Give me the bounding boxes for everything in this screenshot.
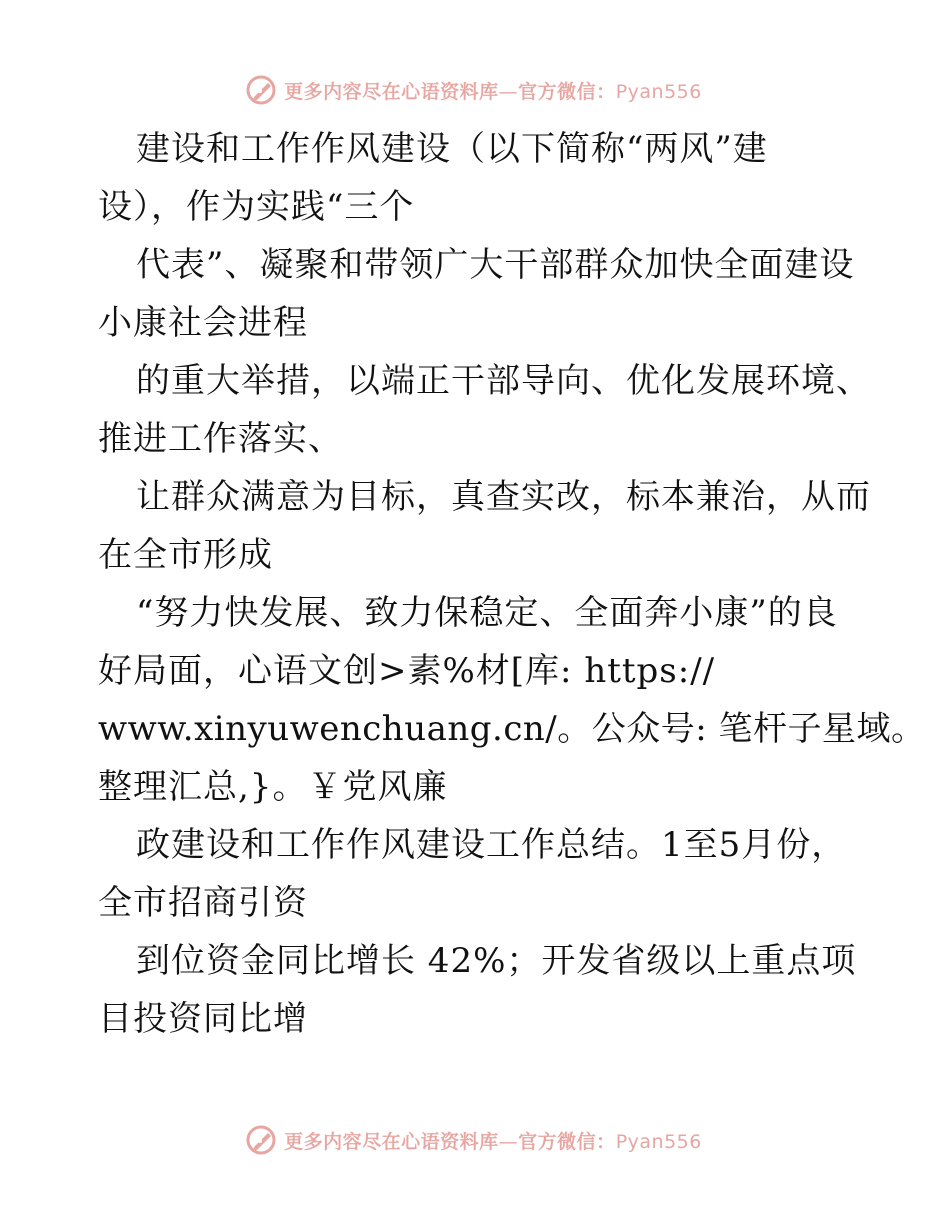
watermark-wechat: 官方微信： (518, 80, 616, 103)
watermark-main: 更多内容尽在心语资料库 (284, 1130, 499, 1153)
document-line: 设），作为实践“三个 (98, 187, 415, 227)
pen-logo-icon (244, 73, 278, 107)
footer-watermark-banner (0, 1120, 950, 1160)
watermark-text (284, 77, 702, 104)
document-body (98, 120, 926, 1048)
document-line: 在全市形成 (98, 535, 273, 575)
document-line: 的重大举措，以端正干部导向、优化发展环境、 (136, 361, 871, 401)
watermark-dash: — (498, 1130, 519, 1153)
document-line: www.xinyuwenchuang.cn/。公众号: 笔杆子星域。 (98, 709, 926, 749)
pen-logo-icon (244, 1123, 278, 1157)
watermark-wechat-id: Pyan556 (615, 1130, 702, 1153)
watermark-text (284, 1127, 702, 1154)
watermark-wechat-id: Pyan556 (615, 80, 702, 103)
watermark-wechat: 官方微信： (518, 1130, 616, 1153)
header-watermark (244, 73, 702, 107)
document-line: 让群众满意为目标，真查实改，标本兼治，从而 (136, 477, 871, 517)
document-line: 到位资金同比增长 42%；开发省级以上重点项 (136, 941, 857, 981)
document-line: 目投资同比增 (98, 999, 308, 1039)
document-line: 推进工作落实、 (98, 419, 343, 459)
watermark-main: 更多内容尽在心语资料库 (284, 80, 499, 103)
document-line: 代表”、凝聚和带领广大干部群众加快全面建设 (136, 245, 855, 285)
document-line: 整理汇总,}。￥党风廉 (98, 767, 448, 807)
document-line: 好局面，心语文创>素%材[库: https:// (98, 651, 716, 691)
footer-watermark (244, 1123, 702, 1157)
header-watermark-banner (0, 70, 950, 110)
document-line: 政建设和工作作风建设工作总结。1至5月份， (136, 825, 847, 865)
document-line: “努力快发展、致力保稳定、全面奔小康”的良 (136, 593, 838, 633)
watermark-dash: — (498, 80, 519, 103)
document-line: 建设和工作作风建设（以下简称“两风”建 (136, 129, 768, 169)
document-line: 全市招商引资 (98, 883, 308, 923)
document-line: 小康社会进程 (98, 303, 308, 343)
